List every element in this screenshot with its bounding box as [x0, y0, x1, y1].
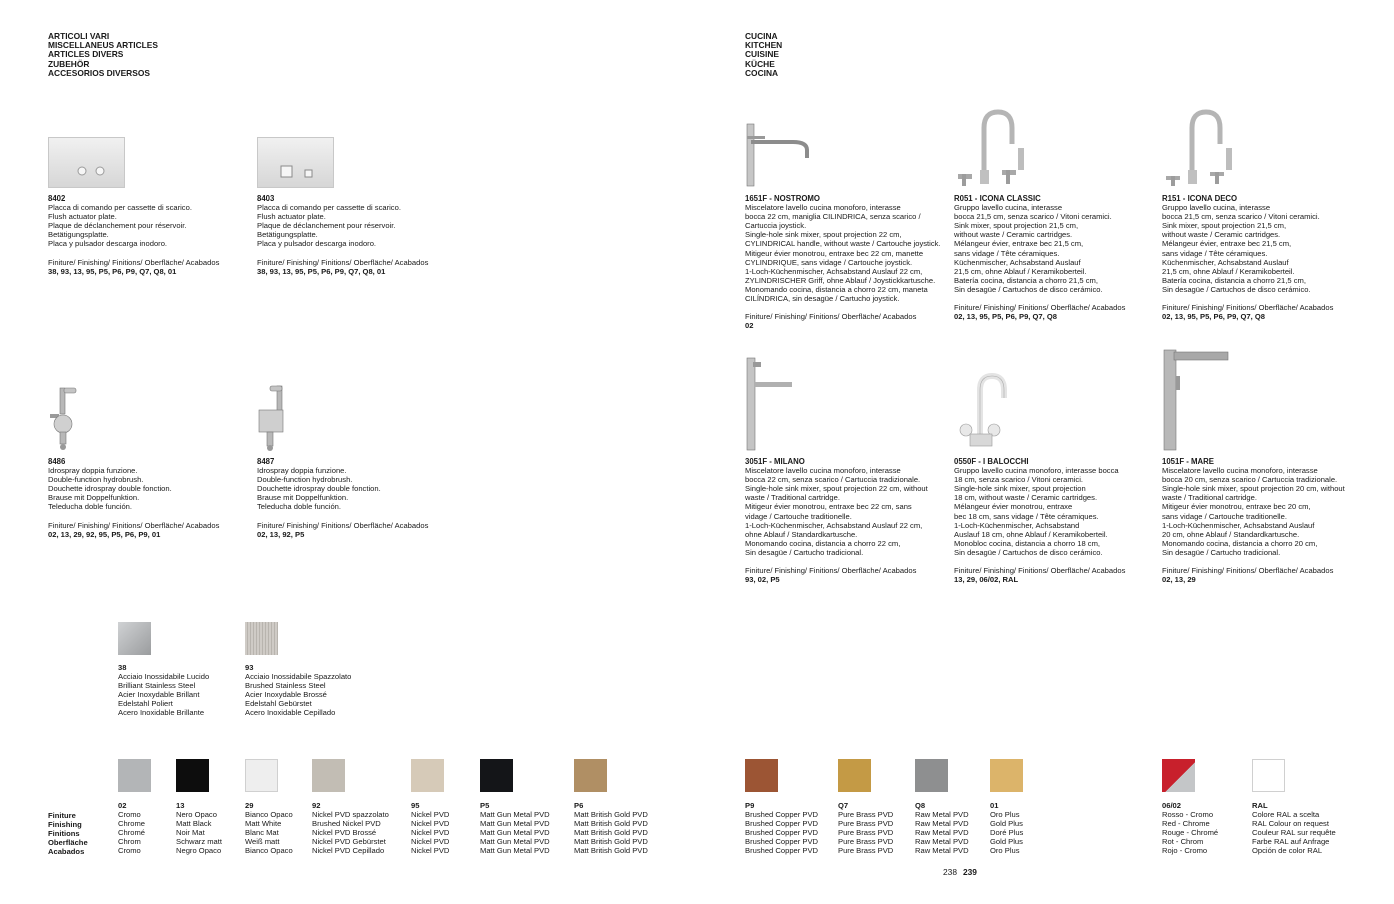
swatch-02-label: 02 Cromo Chrome Chromé Chrom Cromo — [118, 801, 146, 856]
page-number-left: 238 — [943, 867, 957, 877]
product-i-balocchi: 0550F - I BALOCCHI Gruppo lavello cucina monoforo, interasse bocca 18 cm, senza scarico / Vitoni ceramici. Single-hole sink mixer, spout projection 18 cm, without waste / Ceramic cartridges. Mélangeur évier monotrou, entraxe bec 18 cm, sans vidage / Tête céramiques. 1-Loch-Küchenmischer, Achsabstand Auslauf 18 cm, ohne Ablauf / Keramikoberteil. Monobloc cocina, distancia a chorro 18 cm, Sin desagüe / Cartuchos de disco cerámico. Finiture/ Finishing/ Finitions/ Oberfläche/ Acabados 13, 29, 06/02, RAL — [954, 457, 1154, 584]
finish-values: 02, 13, 95, P5, P6, P9, Q7, Q8 — [954, 312, 1058, 322]
milano-faucet-image — [745, 356, 795, 452]
product-code: R051 - ICONA CLASSIC — [954, 194, 1041, 203]
page-numbers — [943, 867, 977, 877]
swatch-q7-label: Q7 Pure Brass PVD Pure Brass PVD Pure Brass PVD Pure Brass PVD Pure Brass PVD — [838, 801, 894, 856]
swatch-p9-label: P9 Brushed Copper PVD Brushed Copper PVD Brushed Copper PVD Brushed Copper PVD Brushed Copper PVD — [745, 801, 819, 856]
swatch-13-label: 13 Nero Opaco Matt Black Noir Mat Schwarz matt Negro Opaco — [176, 801, 222, 856]
product-code: 8403 — [257, 194, 275, 203]
finish-label: Finiture/ Finishing/ Finitions/ Oberfläche/ Acabados — [48, 520, 220, 530]
swatch-01 — [990, 759, 1023, 792]
finish-row-label: Finiture Finishing Finitions Oberfläche Acabados — [48, 811, 88, 857]
swatch-ral — [1252, 759, 1285, 792]
product-code: 8487 — [257, 457, 275, 466]
nostromo-faucet-image — [745, 120, 815, 188]
finish-values: 93, 02, P5 — [745, 575, 780, 585]
finish-values: 02, 13, 95, P5, P6, P9, Q7, Q8 — [1162, 312, 1266, 322]
icona-classic-faucet-image — [954, 108, 1034, 188]
product-mare: 1051F - MARE Miscelatore lavello cucina monoforo, interasse bocca 20 cm, senza scarico / Cartuccia tradizionale. Single-hole sink mixer, spout projection 20 cm, without waste / Traditional cartridge. Mitigeur évier monotrou, entraxe bec 20 cm, sans vidage / Cartouche traditionelle. 1-Loch-Küchenmischer, Achsabstand Auslauf 20 cm, ohne Ablauf / Standardkartusche. Monomando cocina, distancia a chorro 20 cm, Sin desagüe / Cartucho tradicional. Finiture/ Finishing/ Finitions/ Oberfläche/ Acabados 02, 13, 29 — [1162, 457, 1362, 584]
mare-faucet-image — [1162, 348, 1230, 452]
finish-values: 02 — [745, 321, 754, 331]
left-section-heading: ARTICOLI VARI MISCELLANEUS ARTICLES ARTICLES DIVERS ZUBEHÖR ACCESORIOS DIVERSOS — [48, 31, 158, 78]
finish-values: 38, 93, 13, 95, P5, P6, P9, Q7, Q8, 01 — [48, 266, 177, 276]
swatch-p6 — [574, 759, 607, 792]
swatch-06-02-label: 06/02 Rosso - Cromo Red - Chrome Rouge - Chromé Rot - Chrom Rojo - Cromo — [1162, 801, 1219, 856]
swatch-q7 — [838, 759, 871, 792]
finish-label: Finiture/ Finishing/ Finitions/ Oberfläche/ Acabados — [1162, 566, 1334, 576]
product-8487: 8487 Idrospray doppia funzione. Double-function hydrobrush. Douchette idrospray double fonction. Brause mit Doppelfunktion. Teleducha doble función. Finiture/ Finishing/ Finitions/ Oberfläche/ Acabados 02, 13, 92, P5 — [257, 457, 457, 539]
product-icona-classic: R051 - ICONA CLASSIC Gruppo lavello cucina, interasse bocca 21,5 cm, senza scarico / Vitoni ceramici. Sink mixer, spout projection 21,5 cm, without waste / Ceramic cartridges. Mélangeur évier, entraxe bec 21,5 cm, sans vidage / Tête céramiques. Küchenmischer, Achsabstand Auslauf 21,5 cm, ohne Ablauf / Keramikoberteil. Batería cocina, distancia a chorro 21,5 cm, Sin desagüe / Cartuchos de disco cerámico. Finiture/ Finishing/ Finitions/ Oberfläche/ Acabados 02, 13, 95, P5, P6, P9, Q7, Q8 — [954, 194, 1154, 321]
finish-values: 38, 93, 13, 95, P5, P6, P9, Q7, Q8, 01 — [257, 266, 386, 276]
finish-label: Finiture/ Finishing/ Finitions/ Oberfläche/ Acabados — [257, 520, 429, 530]
hydrobrush-8487-image — [257, 384, 291, 452]
product-code: 8402 — [48, 194, 66, 203]
flush-plate-8403-image — [257, 137, 334, 188]
finish-label: Finiture/ Finishing/ Finitions/ Oberfläche/ Acabados — [1162, 303, 1334, 313]
swatch-p9 — [745, 759, 778, 792]
flush-plate-8402-image — [48, 137, 125, 188]
hydrobrush-8486-image — [48, 384, 82, 452]
finish-label: Finiture/ Finishing/ Finitions/ Oberfläche/ Acabados — [257, 257, 429, 267]
product-code: 3051F - MILANO — [745, 457, 805, 466]
swatch-02 — [118, 759, 151, 792]
swatch-q8-label: Q8 Raw Metal PVD Raw Metal PVD Raw Metal PVD Raw Metal PVD Raw Metal PVD — [915, 801, 969, 856]
swatch-92 — [312, 759, 345, 792]
icona-deco-faucet-image — [1162, 108, 1242, 188]
swatch-93-label: 93 Acciaio Inossidabile Spazzolato Brushed Stainless Steel Acier Inoxydable Brossé Edelstahl Gebürstet Acero Inoxidable Cepillado — [245, 663, 352, 718]
swatch-93 — [245, 622, 278, 655]
finish-label: Finiture/ Finishing/ Finitions/ Oberfläche/ Acabados — [745, 312, 917, 322]
swatch-29 — [245, 759, 278, 792]
swatch-92-label: 92 Nickel PVD spazzolato Brushed Nickel PVD Nickel PVD Brossé Nickel PVD Gebürstet Nickel PVD Cepillado — [312, 801, 389, 856]
product-8403: 8403 Placca di comando per cassette di scarico. Flush actuator plate. Plaque de déclanchement pour réservoir. Betätigungsplatte. Placa y pulsador descarga inodoro. Finiture/ Finishing/ Finitions/ Oberfläche/ Acabados 38, 93, 13, 95, P5, P6, P9, Q7, Q8, 01 — [257, 194, 457, 276]
page-number-right: 239 — [962, 867, 977, 877]
product-nostromo: 1651F - NOSTROMO Miscelatore lavello cucina monoforo, interasse bocca 22 cm, maniglia CILINDRICA, senza scarico / Cartuccia joystick. Single-hole sink mixer, spout projection 22 cm, CYLINDRICAL handle, without waste / Cartouche joystick. Mitigeur évier monotrou, entraxe bec 22 cm, manette CYLINDRIQUE, sans vidage / Cartouche joystick. 1-Loch-Küchenmischer, Achsabstand Auslauf 22 cm, ZYLINDRISCHER Griff, ohne Ablauf / Joystickkartusche. Monomando cocina, distancia a chorro 22 cm, maneta CILÍNDRICA, sin desagüe / Cartucho joystick. Finiture/ Finishing/ Finitions/ Oberfläche/ Acabados 02 — [745, 194, 945, 330]
product-8486: 8486 Idrospray doppia funzione. Double-function hydrobrush. Douchette idrospray double fonction. Brause mit Doppelfunktion. Teleducha doble función. Finiture/ Finishing/ Finitions/ Oberfläche/ Acabados 02, 13, 29, 92, 95, P5, P6, P9, 01 — [48, 457, 248, 539]
swatch-38-label: 38 Acciaio Inossidabile Lucido Brilliant Stainless Steel Acier Inoxydable Brillant Edelstahl Poliert Acero Inoxidable Brillante — [118, 663, 210, 718]
finish-label: Finiture/ Finishing/ Finitions/ Oberfläche/ Acabados — [48, 257, 220, 267]
product-code: 1051F - MARE — [1162, 457, 1214, 466]
product-code: R151 - ICONA DECO — [1162, 194, 1238, 203]
product-code: 0550F - I BALOCCHI — [954, 457, 1029, 466]
product-milano: 3051F - MILANO Miscelatore lavello cucina monoforo, interasse bocca 22 cm, senza scarico / Cartuccia tradizionale. Single-hole sink mixer, spout projection 22 cm, without waste / Traditional cartridge. Mitigeur évier monotrou, entraxe bec 22 cm, sans vidage / Cartouche traditionelle. 1-Loch-Küchenmischer, Achsabstand Auslauf 22 cm, ohne Ablauf / Standardkartusche. Monomando cocina, distancia a chorro 22 cm, Sin desagüe / Cartucho tradicional. Finiture/ Finishing/ Finitions/ Oberfläche/ Acabados 93, 02, P5 — [745, 457, 945, 584]
swatch-06-02 — [1162, 759, 1195, 792]
finish-label: Finiture/ Finishing/ Finitions/ Oberfläche/ Acabados — [745, 566, 917, 576]
finish-label: Finiture/ Finishing/ Finitions/ Oberfläche/ Acabados — [954, 566, 1126, 576]
swatch-38 — [118, 622, 151, 655]
swatch-p5 — [480, 759, 513, 792]
swatch-13 — [176, 759, 209, 792]
swatch-q8 — [915, 759, 948, 792]
product-icona-deco: R151 - ICONA DECO Gruppo lavello cucina, interasse bocca 21,5 cm, senza scarico / Vitoni ceramici. Sink mixer, spout projection 21,5 cm, without waste / Ceramic cartridges. Mélangeur évier, entraxe bec 21,5 cm, sans vidage / Tête céramiques. Küchenmischer, Achsabstand Auslauf 21,5 cm, ohne Ablauf / Keramikoberteil. Batería cocina, distancia a chorro 21,5 cm, Sin desagüe / Cartuchos de disco cerámico. Finiture/ Finishing/ Finitions/ Oberfläche/ Acabados 02, 13, 95, P5, P6, P9, Q7, Q8 — [1162, 194, 1362, 321]
i-balocchi-faucet-image — [954, 370, 1014, 452]
finish-values: 02, 13, 29 — [1162, 575, 1196, 585]
finish-label: Finiture/ Finishing/ Finitions/ Oberfläche/ Acabados — [954, 303, 1126, 313]
product-8402: 8402 Placca di comando per cassette di scarico. Flush actuator plate. Plaque de déclanchement pour réservoir. Betätigungsplatte. Placa y pulsador descarga inodoro. Finiture/ Finishing/ Finitions/ Oberfläche/ Acabados 38, 93, 13, 95, P5, P6, P9, Q7, Q8, 01 — [48, 194, 248, 276]
product-code: 1651F - NOSTROMO — [745, 194, 820, 203]
swatch-95-label: 95 Nickel PVD Nickel PVD Nickel PVD Nickel PVD Nickel PVD — [411, 801, 450, 856]
swatch-p6-label: P6 Matt British Gold PVD Matt British Gold PVD Matt British Gold PVD Matt British Gold PVD Matt British Gold PVD — [574, 801, 648, 856]
swatch-29-label: 29 Bianco Opaco Matt White Blanc Mat Weiß matt Bianco Opaco — [245, 801, 293, 856]
finish-values: 13, 29, 06/02, RAL — [954, 575, 1019, 585]
swatch-ral-label: RAL Colore RAL a scelta RAL Colour on request Couleur RAL sur requête Farbe RAL auf Anfrage Opción de color RAL — [1252, 801, 1336, 856]
product-code: 8486 — [48, 457, 66, 466]
swatch-95 — [411, 759, 444, 792]
swatch-01-label: 01 Oro Plus Gold Plus Doré Plus Gold Plus Oro Plus — [990, 801, 1024, 856]
swatch-p5-label: P5 Matt Gun Metal PVD Matt Gun Metal PVD Matt Gun Metal PVD Matt Gun Metal PVD Matt Gun Metal PVD — [480, 801, 550, 856]
finish-values: 02, 13, 92, P5 — [257, 529, 305, 539]
finish-values: 02, 13, 29, 92, 95, P5, P6, P9, 01 — [48, 529, 161, 539]
right-section-heading: CUCINA KITCHEN CUISINE KÜCHE COCINA — [745, 31, 783, 78]
